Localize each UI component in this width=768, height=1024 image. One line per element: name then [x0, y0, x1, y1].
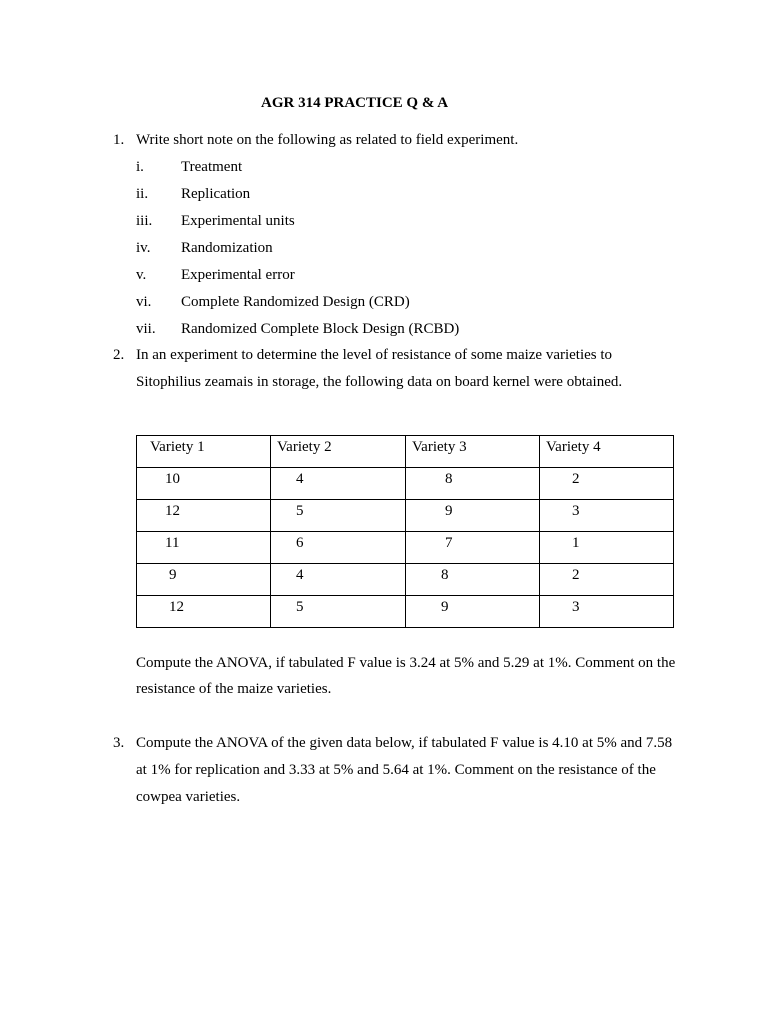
table-header-cell: Variety 4 [540, 436, 674, 468]
question-3-text: at 1% for replication and 3.33 at 5% and 5.64 at 1%. Comment on the resistance of the [136, 762, 656, 778]
question-3-text: Compute the ANOVA of the given data below, if tabulated F value is 4.10 at 5% and 7.58 [136, 735, 673, 751]
q1-item-text: Randomized Complete Block Design (RCBD) [181, 321, 460, 337]
question-2-text: In an experiment to determine the level of resistance of some maize varieties to [136, 347, 613, 363]
page-title: AGR 314 PRACTICE Q & A [261, 95, 449, 111]
table-row [137, 500, 674, 532]
table-cell: 5 [271, 596, 406, 628]
table-row [137, 532, 674, 564]
table-row [137, 468, 674, 500]
question-1-text: Write short note on the following as related to field experiment. [136, 132, 519, 148]
table-cell: 9 [137, 564, 271, 596]
question-2-text: Sitophilius zeamais in storage, the following data on board kernel were obtained. [136, 374, 623, 390]
q1-item-text: Experimental units [181, 213, 295, 229]
table-row [137, 564, 674, 596]
table-row [137, 596, 674, 628]
question-3-number: 3. [113, 735, 125, 751]
q1-item-text: Randomization [181, 240, 273, 256]
table-cell: 2 [540, 468, 674, 500]
q1-item-numeral: i. [136, 159, 144, 175]
table-cell: 12 [137, 596, 271, 628]
table-cell: 2 [540, 564, 674, 596]
q1-item-text: Experimental error [181, 267, 295, 283]
table-header-row [137, 436, 674, 468]
q1-item-numeral: vi. [136, 294, 152, 310]
table-cell: 3 [540, 500, 674, 532]
table-header-cell: Variety 1 [137, 436, 271, 468]
q1-item-text: Complete Randomized Design (CRD) [181, 294, 410, 310]
table-cell: 9 [406, 500, 540, 532]
table-cell: 11 [137, 532, 271, 564]
data-table [136, 435, 674, 628]
question-2-number: 2. [113, 347, 125, 363]
q1-item-text: Treatment [181, 159, 243, 175]
q1-item-numeral: v. [136, 267, 147, 283]
question-2-instruction: Compute the ANOVA, if tabulated F value is 3.24 at 5% and 5.29 at 1%. Comment on the [136, 655, 676, 671]
table-header-cell: Variety 2 [271, 436, 406, 468]
question-3-text: cowpea varieties. [136, 789, 241, 805]
table-cell: 8 [406, 564, 540, 596]
table-cell: 4 [271, 564, 406, 596]
table-cell: 9 [406, 596, 540, 628]
table-cell: 4 [271, 468, 406, 500]
question-2-instruction: resistance of the maize varieties. [136, 681, 332, 697]
table-cell: 1 [540, 532, 674, 564]
table-cell: 6 [271, 532, 406, 564]
table-cell: 5 [271, 500, 406, 532]
q1-item-numeral: ii. [136, 186, 149, 202]
q1-item-numeral: vii. [136, 321, 156, 337]
table-cell: 3 [540, 596, 674, 628]
table-header-cell: Variety 3 [406, 436, 540, 468]
q1-item-text: Replication [181, 186, 251, 202]
table-cell: 7 [406, 532, 540, 564]
table-cell: 12 [137, 500, 271, 532]
q1-item-numeral: iv. [136, 240, 151, 256]
q1-item-numeral: iii. [136, 213, 153, 229]
table-cell: 10 [137, 468, 271, 500]
table-cell: 8 [406, 468, 540, 500]
question-1-number: 1. [113, 132, 125, 148]
